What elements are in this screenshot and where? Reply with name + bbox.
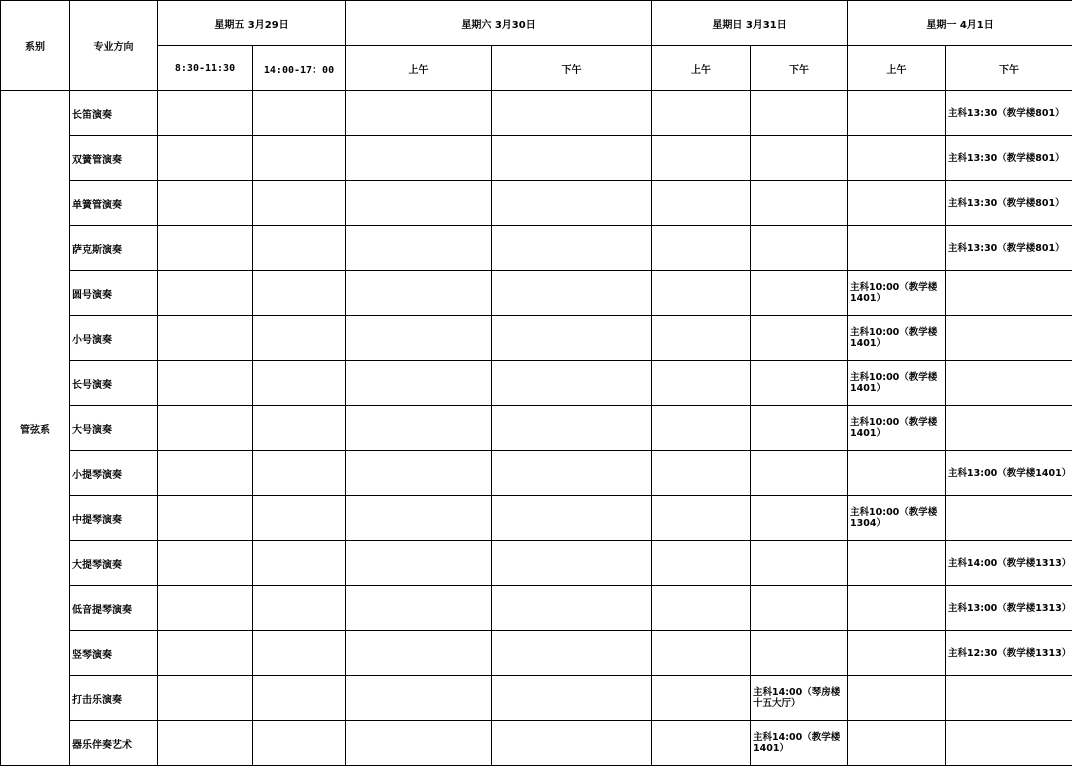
schedule-cell xyxy=(751,361,848,406)
major-cell: 打击乐演奏 xyxy=(70,676,158,721)
schedule-cell: 主科13:30（教学楼801） xyxy=(946,226,1072,271)
schedule-cell xyxy=(253,181,346,226)
schedule-cell xyxy=(946,676,1072,721)
schedule-cell xyxy=(492,361,652,406)
table-row xyxy=(1,406,1072,451)
table-row xyxy=(1,226,1072,271)
major-cell: 长笛演奏 xyxy=(70,91,158,136)
schedule-cell xyxy=(158,91,253,136)
schedule-cell xyxy=(946,721,1072,766)
schedule-cell xyxy=(652,721,751,766)
day-header-sun: 星期日 3月31日 xyxy=(652,1,848,46)
schedule-cell xyxy=(492,226,652,271)
major-cell: 小提琴演奏 xyxy=(70,451,158,496)
schedule-cell xyxy=(346,676,492,721)
schedule-cell xyxy=(158,361,253,406)
schedule-cell xyxy=(346,631,492,676)
schedule-cell: 主科10:00（教学楼1401） xyxy=(848,406,946,451)
schedule-cell xyxy=(652,541,751,586)
schedule-cell xyxy=(848,451,946,496)
department-header: 系别 xyxy=(1,1,70,91)
day-header-fri: 星期五 3月29日 xyxy=(158,1,346,46)
schedule-cell xyxy=(946,316,1072,361)
schedule-cell xyxy=(848,721,946,766)
major-cell: 圆号演奏 xyxy=(70,271,158,316)
schedule-cell xyxy=(751,541,848,586)
schedule-cell xyxy=(946,271,1072,316)
slot-header-mon-afternoon: 下午 xyxy=(946,46,1072,91)
table-row xyxy=(1,316,1072,361)
schedule-cell xyxy=(492,496,652,541)
schedule-cell xyxy=(492,631,652,676)
schedule-cell xyxy=(652,676,751,721)
schedule-cell: 主科13:30（教学楼801） xyxy=(946,91,1072,136)
schedule-cell xyxy=(492,271,652,316)
schedule-cell xyxy=(346,181,492,226)
table-row xyxy=(1,91,1072,136)
schedule-cell xyxy=(492,451,652,496)
major-cell: 长号演奏 xyxy=(70,361,158,406)
schedule-cell xyxy=(158,316,253,361)
schedule-cell xyxy=(751,316,848,361)
schedule-cell xyxy=(346,496,492,541)
slot-header-sat-morning: 上午 xyxy=(346,46,492,91)
schedule-cell xyxy=(253,586,346,631)
schedule-cell xyxy=(652,136,751,181)
slot-header-sat-afternoon: 下午 xyxy=(492,46,652,91)
schedule-cell xyxy=(253,406,346,451)
schedule-cell xyxy=(492,721,652,766)
schedule-cell xyxy=(253,631,346,676)
schedule-cell xyxy=(346,271,492,316)
major-cell: 萨克斯演奏 xyxy=(70,226,158,271)
major-cell: 双簧管演奏 xyxy=(70,136,158,181)
schedule-cell xyxy=(253,316,346,361)
table-row xyxy=(1,181,1072,226)
schedule-cell xyxy=(652,406,751,451)
schedule-cell xyxy=(158,541,253,586)
table-row xyxy=(1,136,1072,181)
schedule-cell: 主科10:00（教学楼1401） xyxy=(848,316,946,361)
schedule-cell: 主科14:00（教学楼1401） xyxy=(751,721,848,766)
schedule-cell xyxy=(848,136,946,181)
schedule-cell xyxy=(946,406,1072,451)
schedule-cell xyxy=(652,91,751,136)
schedule-cell xyxy=(492,676,652,721)
schedule-cell xyxy=(492,586,652,631)
schedule-cell xyxy=(346,586,492,631)
table-row xyxy=(1,586,1072,631)
slot-header-fri-morning: 8:30-11:30 xyxy=(158,46,253,91)
schedule-cell xyxy=(492,91,652,136)
schedule-cell xyxy=(253,496,346,541)
schedule-cell: 主科10:00（教学楼1304） xyxy=(848,496,946,541)
schedule-cell xyxy=(848,91,946,136)
schedule-cell xyxy=(848,181,946,226)
schedule-cell xyxy=(848,541,946,586)
schedule-cell xyxy=(253,226,346,271)
schedule-cell xyxy=(346,451,492,496)
schedule-cell xyxy=(751,91,848,136)
schedule-cell xyxy=(346,316,492,361)
schedule-cell: 主科13:30（教学楼801） xyxy=(946,181,1072,226)
table-row xyxy=(1,721,1072,766)
schedule-cell xyxy=(652,226,751,271)
day-header-mon: 星期一 4月1日 xyxy=(848,1,1072,46)
major-cell: 中提琴演奏 xyxy=(70,496,158,541)
schedule-cell xyxy=(652,586,751,631)
table-row xyxy=(1,451,1072,496)
schedule-cell xyxy=(253,136,346,181)
schedule-cell xyxy=(158,226,253,271)
schedule-body xyxy=(1,91,1072,766)
schedule-cell xyxy=(751,631,848,676)
schedule-cell: 主科14:00（教学楼1313） xyxy=(946,541,1072,586)
schedule-cell: 主科10:00（教学楼1401） xyxy=(848,361,946,406)
slot-header-fri-afternoon: 14:00-17：00 xyxy=(253,46,346,91)
table-row xyxy=(1,361,1072,406)
schedule-cell xyxy=(158,721,253,766)
header-row-slots xyxy=(1,46,1072,91)
schedule-cell xyxy=(848,586,946,631)
slot-header-sun-morning: 上午 xyxy=(652,46,751,91)
schedule-cell xyxy=(751,181,848,226)
schedule-cell xyxy=(848,631,946,676)
schedule-cell xyxy=(253,271,346,316)
schedule-cell xyxy=(346,541,492,586)
schedule-cell xyxy=(751,406,848,451)
schedule-cell xyxy=(652,631,751,676)
table-row xyxy=(1,676,1072,721)
schedule-cell xyxy=(253,451,346,496)
schedule-cell xyxy=(946,496,1072,541)
schedule-cell xyxy=(346,406,492,451)
schedule-cell xyxy=(346,361,492,406)
schedule-cell xyxy=(492,316,652,361)
major-cell: 小号演奏 xyxy=(70,316,158,361)
table-row xyxy=(1,541,1072,586)
schedule-cell xyxy=(492,541,652,586)
schedule-cell xyxy=(253,91,346,136)
schedule-cell xyxy=(346,136,492,181)
schedule-cell xyxy=(848,676,946,721)
schedule-cell xyxy=(652,451,751,496)
slot-header-sun-afternoon: 下午 xyxy=(751,46,848,91)
schedule-cell xyxy=(253,541,346,586)
schedule-cell xyxy=(652,181,751,226)
schedule-cell xyxy=(946,361,1072,406)
major-cell: 竖琴演奏 xyxy=(70,631,158,676)
table-row xyxy=(1,631,1072,676)
schedule-cell xyxy=(346,91,492,136)
schedule-cell xyxy=(158,406,253,451)
slot-header-mon-morning: 上午 xyxy=(848,46,946,91)
schedule-cell xyxy=(158,676,253,721)
schedule-cell: 主科10:00（教学楼1401） xyxy=(848,271,946,316)
schedule-cell xyxy=(253,721,346,766)
schedule-cell xyxy=(751,226,848,271)
day-header-sat: 星期六 3月30日 xyxy=(346,1,652,46)
schedule-cell xyxy=(751,271,848,316)
schedule-cell xyxy=(492,136,652,181)
schedule-cell xyxy=(751,496,848,541)
schedule-cell xyxy=(158,136,253,181)
schedule-cell: 主科13:30（教学楼801） xyxy=(946,136,1072,181)
schedule-cell xyxy=(158,631,253,676)
schedule-cell: 主科13:00（教学楼1401） xyxy=(946,451,1072,496)
major-cell: 单簧管演奏 xyxy=(70,181,158,226)
major-cell: 器乐伴奏艺术 xyxy=(70,721,158,766)
schedule-cell xyxy=(492,181,652,226)
schedule-cell xyxy=(158,496,253,541)
schedule-cell: 主科12:30（教学楼1313） xyxy=(946,631,1072,676)
schedule-cell xyxy=(253,676,346,721)
schedule-cell xyxy=(346,721,492,766)
schedule-cell xyxy=(158,451,253,496)
schedule-cell xyxy=(346,226,492,271)
table-row xyxy=(1,271,1072,316)
schedule-cell xyxy=(848,226,946,271)
schedule-cell xyxy=(751,136,848,181)
schedule-cell xyxy=(492,406,652,451)
major-cell: 大提琴演奏 xyxy=(70,541,158,586)
schedule-cell xyxy=(751,451,848,496)
major-cell: 大号演奏 xyxy=(70,406,158,451)
schedule-cell xyxy=(751,586,848,631)
department-cell: 管弦系 xyxy=(1,91,70,766)
schedule-cell xyxy=(158,271,253,316)
schedule-cell xyxy=(652,361,751,406)
major-header: 专业方向 xyxy=(70,1,158,91)
schedule-cell: 主科14:00（琴房楼十五大厅） xyxy=(751,676,848,721)
schedule-cell xyxy=(253,361,346,406)
schedule-cell xyxy=(652,496,751,541)
schedule-cell xyxy=(158,586,253,631)
schedule-cell: 主科13:00（教学楼1313） xyxy=(946,586,1072,631)
schedule-cell xyxy=(158,181,253,226)
schedule-cell xyxy=(652,316,751,361)
schedule-cell xyxy=(652,271,751,316)
header-row-days xyxy=(1,1,1072,46)
major-cell: 低音提琴演奏 xyxy=(70,586,158,631)
table-row xyxy=(1,496,1072,541)
